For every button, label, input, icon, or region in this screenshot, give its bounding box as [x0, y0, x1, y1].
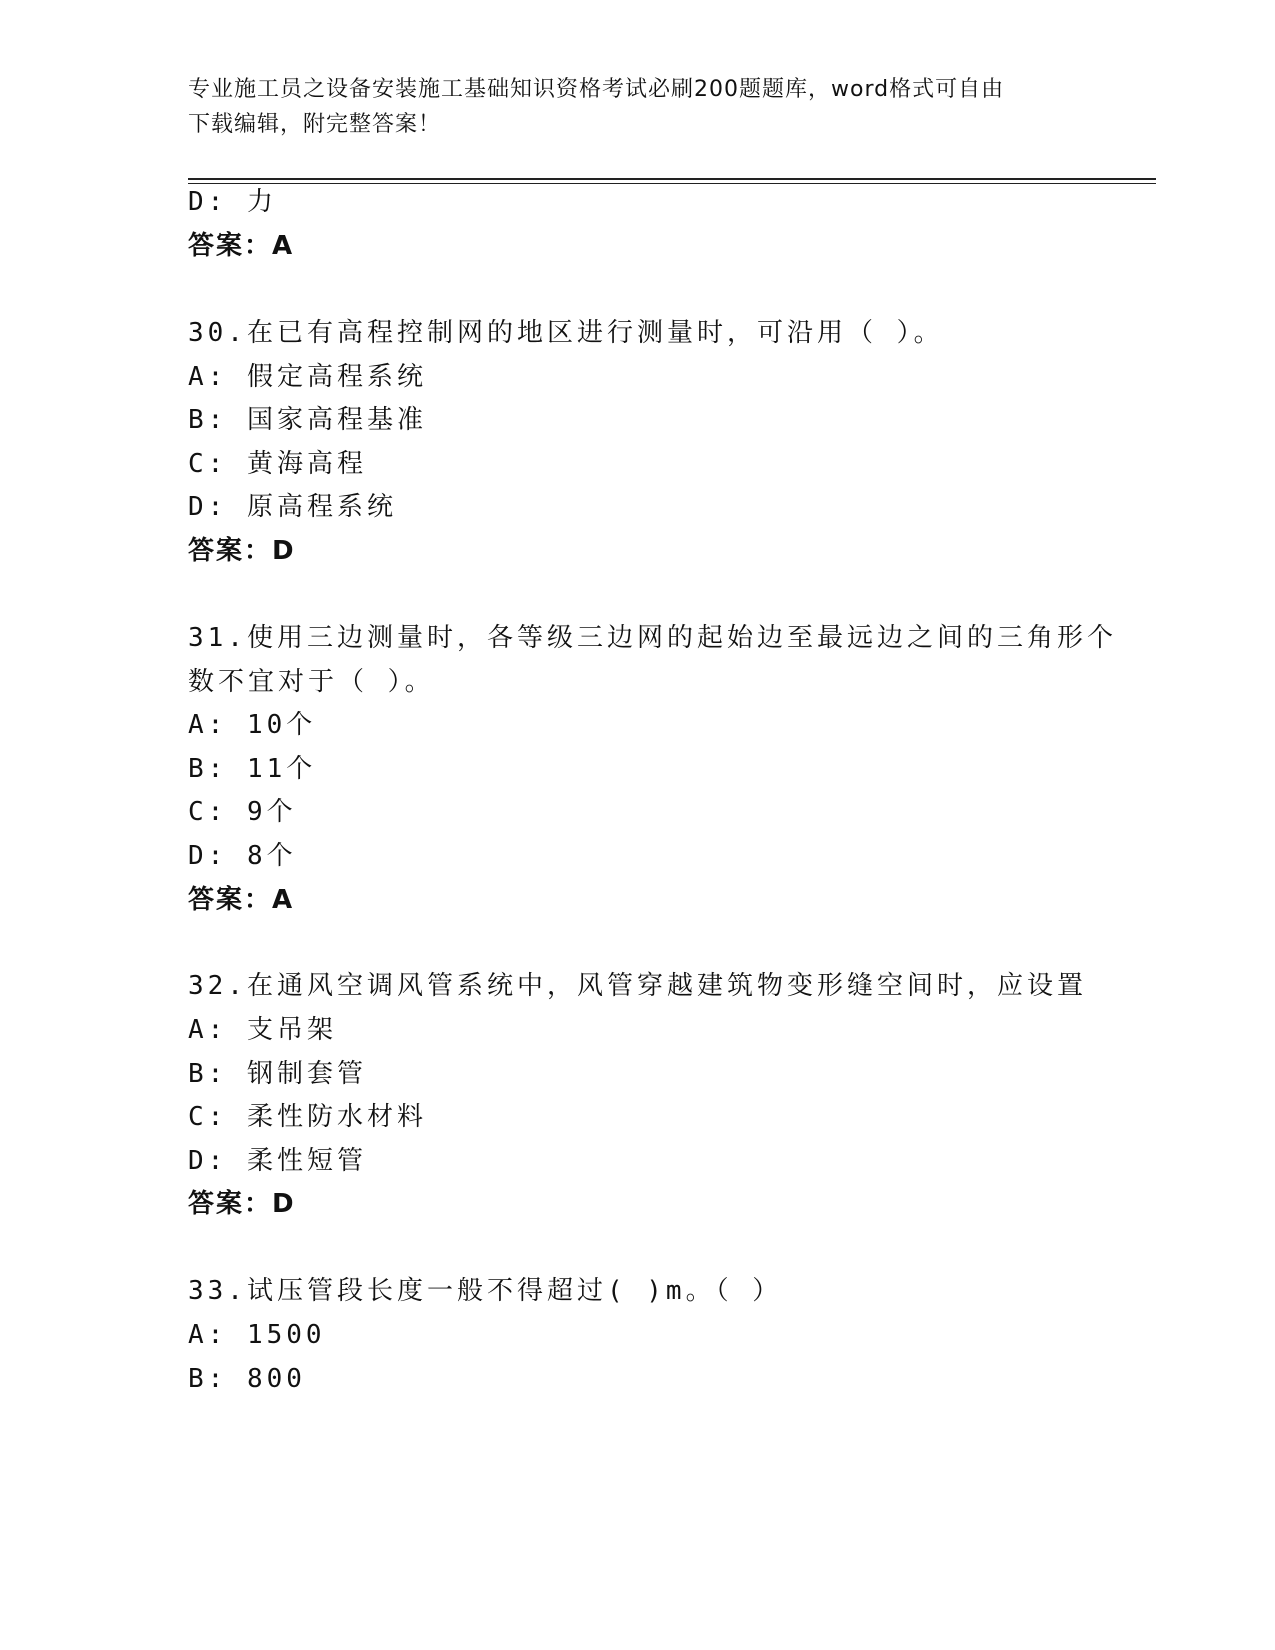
q31-stem-line2: 数不宜对于（ ）。	[188, 667, 435, 697]
q31-answer: 答案：A	[188, 885, 295, 915]
q31-stem-line1: 31.使用三边测量时，各等级三边网的起始边至最远边之间的三角形个	[188, 623, 1117, 653]
prev-option-d: D: 力	[188, 187, 277, 217]
q31-option-b: B: 11个	[188, 754, 317, 784]
q30-option-d: D: 原高程系统	[188, 492, 397, 522]
q32-option-b: B: 钢制套管	[188, 1059, 367, 1089]
q32-stem: 32.在通风空调风管系统中，风管穿越建筑物变形缝空间时，应设置	[188, 971, 1087, 1001]
prev-answer: 答案：A	[188, 231, 295, 261]
q31-option-a: A: 10个	[188, 710, 317, 740]
q30-option-b: B: 国家高程基准	[188, 405, 427, 435]
q30-option-c: C: 黄海高程	[188, 449, 367, 479]
q33-option-a: A: 1500	[188, 1320, 326, 1350]
q33-stem: 33.试压管段长度一般不得超过( )m。（ ）	[188, 1276, 783, 1306]
header-line-2: 下载编辑，附完整答案！	[188, 112, 442, 137]
header-line-1: 专业施工员之设备安装施工基础知识资格考试必刷200题题库，word格式可自由	[188, 77, 1005, 102]
q32-option-c: C: 柔性防水材料	[188, 1102, 427, 1132]
q32-option-a: A: 支吊架	[188, 1015, 337, 1045]
q33-option-b: B: 800	[188, 1364, 306, 1394]
document-header	[188, 72, 1088, 142]
header-divider-thick	[188, 178, 1156, 180]
q30-answer: 答案：D	[188, 536, 296, 566]
q30-stem: 30.在已有高程控制网的地区进行测量时，可沿用（ ）。	[188, 318, 944, 348]
q32-option-d: D: 柔性短管	[188, 1146, 367, 1176]
q32-answer: 答案：D	[188, 1189, 296, 1219]
q31-option-d: D: 8个	[188, 841, 297, 871]
q31-option-c: C: 9个	[188, 797, 297, 827]
header-divider-thin	[188, 183, 1156, 184]
q30-option-a: A: 假定高程系统	[188, 362, 427, 392]
